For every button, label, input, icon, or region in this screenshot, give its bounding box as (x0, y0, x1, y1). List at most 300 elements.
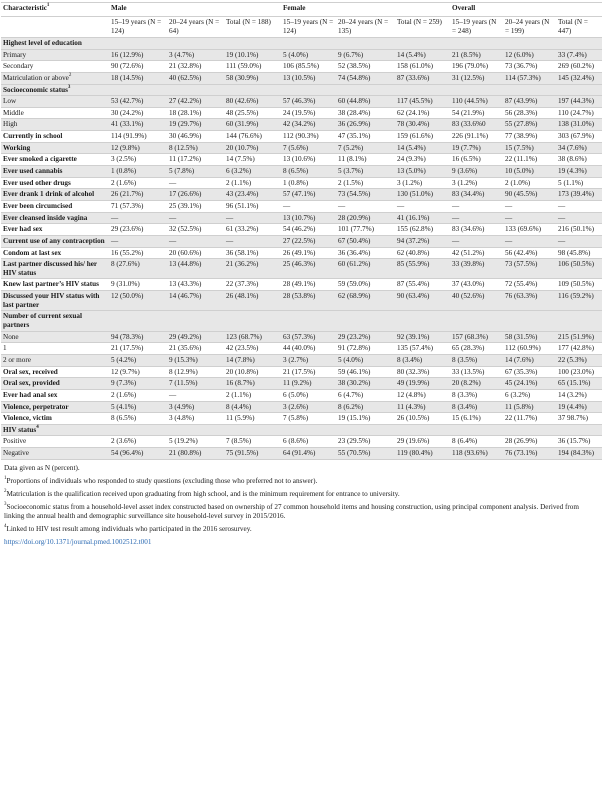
table-cell: — (395, 200, 450, 212)
row-label: Violence, victim (1, 413, 109, 425)
table-cell: 19 (7.7%) (450, 142, 503, 154)
table-cell: 21 (32.8%) (167, 61, 224, 73)
table-cell: 27 (42.2%) (167, 96, 224, 108)
table-cell: 10 (5.0%) (503, 166, 556, 178)
row-label: Discussed your HIV status with last partner (1, 291, 109, 311)
row-label: Negative (1, 448, 109, 460)
table-cell (167, 38, 224, 50)
table-cell: 60 (61.2%) (336, 259, 395, 279)
table-cell: 14 (46.7%) (167, 291, 224, 311)
header-group-male: Male (109, 3, 281, 17)
table-cell: 48 (25.5%) (224, 107, 281, 119)
table-cell: 215 (51.9%) (556, 331, 602, 343)
table-cell (450, 424, 503, 436)
table-cell (109, 84, 167, 96)
row-label: None (1, 331, 109, 343)
table-row (1, 366, 602, 378)
table-cell: 155 (62.8%) (395, 224, 450, 236)
table-cell: 145 (32.4%) (556, 72, 602, 84)
table-cell: 2 (1.1%) (224, 177, 281, 189)
table-row (1, 413, 602, 425)
table-cell: — (224, 212, 281, 224)
table-cell (281, 38, 336, 50)
table-cell: 116 (59.2%) (556, 291, 602, 311)
table-cell: 5 (3.7%) (336, 166, 395, 178)
table-cell: 11 (9.2%) (281, 378, 336, 390)
row-label: 1 (1, 343, 109, 355)
table-cell: 57 (46.3%) (281, 96, 336, 108)
row-label: Oral sex, provided (1, 378, 109, 390)
table-cell: 8 (3.5%) (450, 354, 503, 366)
table-cell: 110 (24.7%) (556, 107, 602, 119)
table-cell (281, 424, 336, 436)
table-cell: 8 (6.5%) (281, 166, 336, 178)
subheader-cell: Total (N = 447) (556, 17, 602, 38)
table-cell: 62 (68.9%) (336, 291, 395, 311)
row-label: Number of current sexual partners (1, 311, 109, 331)
table-row (1, 343, 602, 355)
table-cell: 5 (4.0%) (336, 354, 395, 366)
table-cell (395, 84, 450, 96)
table-cell: — (556, 212, 602, 224)
table-cell: 20 (8.2%) (450, 378, 503, 390)
table-cell: 27 (22.5%) (281, 235, 336, 247)
table-cell: 90 (63.4%) (395, 291, 450, 311)
table-cell: 59 (59.0%) (336, 279, 395, 291)
table-cell: 6 (4.7%) (336, 389, 395, 401)
table-cell: 9 (6.7%) (336, 49, 395, 61)
table-row (1, 448, 602, 460)
table-cell: — (450, 212, 503, 224)
table-cell: 16 (12.9%) (109, 49, 167, 61)
table-cell: 85 (55.9%) (395, 259, 450, 279)
table-cell (450, 84, 503, 96)
table-cell (224, 311, 281, 331)
table-cell: 269 (60.2%) (556, 61, 602, 73)
table-cell: 80 (32.3%) (395, 366, 450, 378)
table-cell: — (109, 212, 167, 224)
subheader-cell: 20–24 years (N = 199) (503, 17, 556, 38)
subheader-cell: 15–19 years (N = 124) (109, 17, 167, 38)
table-cell: 11 (5.8%) (503, 401, 556, 413)
table-cell: 94 (37.2%) (395, 235, 450, 247)
row-label: Highest level of education (1, 38, 109, 50)
table-cell: 8 (12.5%) (167, 142, 224, 154)
table-row (1, 401, 602, 413)
row-label: Ever used cannabis (1, 166, 109, 178)
table-cell: 38 (8.6%) (556, 154, 602, 166)
section-header-row (1, 311, 602, 331)
characteristics-table (1, 2, 602, 460)
row-label: Low (1, 96, 109, 108)
table-row (1, 389, 602, 401)
table-cell: 177 (42.8%) (556, 343, 602, 355)
table-cell: 5 (19.2%) (167, 436, 224, 448)
table-cell: 15 (6.1%) (450, 413, 503, 425)
table-cell: 32 (52.5%) (167, 224, 224, 236)
table-cell (556, 84, 602, 96)
table-cell: — (167, 177, 224, 189)
table-cell: 24 (19.5%) (281, 107, 336, 119)
table-cell: 112 (60.9%) (503, 343, 556, 355)
table-cell: 83 (34.6%) (450, 224, 503, 236)
table-cell: 8 (6.4%) (450, 436, 503, 448)
row-label: Knew last partner’s HIV status (1, 279, 109, 291)
table-cell: 14 (5.4%) (395, 142, 450, 154)
subheader-cell: 20–24 years (N = 64) (167, 17, 224, 38)
table-cell: 47 (35.1%) (336, 131, 395, 143)
row-label: Middle (1, 107, 109, 119)
table-cell: 58 (30.9%) (224, 72, 281, 84)
table-cell: 20 (10.8%) (224, 366, 281, 378)
section-header-row (1, 424, 602, 436)
table-row (1, 119, 602, 131)
table-cell: 19 (4.4%) (556, 401, 602, 413)
table-cell: 8 (3.4%) (395, 354, 450, 366)
table-cell: 110 (44.5%) (450, 96, 503, 108)
header-blank (1, 17, 109, 38)
table-cell: 24 (9.3%) (395, 154, 450, 166)
table-cell (109, 38, 167, 50)
table-cell (224, 84, 281, 96)
table-cell: 28 (26.9%) (503, 436, 556, 448)
table-cell (395, 424, 450, 436)
table-cell: — (109, 235, 167, 247)
table-row (1, 291, 602, 311)
row-label: Ever drank 1 drink of alcohol (1, 189, 109, 201)
table-cell: 54 (46.2%) (281, 224, 336, 236)
table-cell: 30 (46.9%) (167, 131, 224, 143)
table-cell: 2 (1.6%) (109, 389, 167, 401)
row-label: Currently in school (1, 131, 109, 143)
table-row (1, 200, 602, 212)
table-cell: 118 (93.6%) (450, 448, 503, 460)
table-cell: 2 (1.6%) (109, 177, 167, 189)
table-cell: 21 (80.8%) (167, 448, 224, 460)
table-cell: 5 (4.1%) (109, 401, 167, 413)
table-cell: 114 (91.9%) (109, 131, 167, 143)
section-header-row (1, 38, 602, 50)
table-cell: 1 (0.8%) (109, 166, 167, 178)
table-cell (503, 311, 556, 331)
table-cell (109, 424, 167, 436)
table-cell: 101 (77.7%) (336, 224, 395, 236)
table-cell: 12 (9.7%) (109, 366, 167, 378)
table-cell: 13 (10.7%) (281, 212, 336, 224)
table-cell: 226 (91.1%) (450, 131, 503, 143)
table-cell: 20 (60.6%) (167, 247, 224, 259)
table-cell: 197 (44.3%) (556, 96, 602, 108)
table-cell: 7 (5.2%) (336, 142, 395, 154)
table-cell: 9 (3.6%) (450, 166, 503, 178)
table-cell: 67 (35.3%) (503, 366, 556, 378)
table-cell: 74 (54.8%) (336, 72, 395, 84)
table-cell: 92 (39.1%) (395, 331, 450, 343)
table-cell (109, 311, 167, 331)
table-cell: 8 (3.3%) (450, 389, 503, 401)
table-cell: 7 (8.5%) (224, 436, 281, 448)
table-cell: 71 (57.3%) (109, 200, 167, 212)
table-cell: 60 (44.8%) (336, 96, 395, 108)
table-cell: 12 (6.0%) (503, 49, 556, 61)
table-cell: 83 (33.6%0 (450, 119, 503, 131)
table-cell: 41 (33.1%) (109, 119, 167, 131)
table-cell: 133 (69.6%) (503, 224, 556, 236)
row-label: 2 or more (1, 354, 109, 366)
table-cell: 138 (31.0%) (556, 119, 602, 131)
subheader-cell: Total (N = 188) (224, 17, 281, 38)
table-cell: 14 (5.4%) (395, 49, 450, 61)
table-cell: 19 (29.7%) (167, 119, 224, 131)
table-cell: 20 (10.7%) (224, 142, 281, 154)
table-cell: 15 (7.5%) (503, 142, 556, 154)
table-cell: 9 (31.0%) (109, 279, 167, 291)
table-cell: 194 (84.3%) (556, 448, 602, 460)
table-cell: 21 (17.5%) (109, 343, 167, 355)
table-cell: 21 (36.2%) (224, 259, 281, 279)
row-label: High (1, 119, 109, 131)
table-cell: 11 (4.3%) (395, 401, 450, 413)
table-cell (167, 84, 224, 96)
table-cell: 1 (0.8%) (281, 177, 336, 189)
table-cell: 106 (85.5%) (281, 61, 336, 73)
table-cell: — (503, 212, 556, 224)
table-cell: 94 (78.3%) (109, 331, 167, 343)
table-cell: 159 (61.6%) (395, 131, 450, 143)
table-cell: 26 (49.1%) (281, 247, 336, 259)
row-label: Ever used other drugs (1, 177, 109, 189)
header-characteristic: Characteristic$^1$ (1, 3, 109, 17)
table-cell: — (224, 235, 281, 247)
table-cell: 22 (11.7%) (503, 413, 556, 425)
table-cell: 16 (55.2%) (109, 247, 167, 259)
table-cell: 158 (61.0%) (395, 61, 450, 73)
table-cell: 8 (4.4%) (224, 401, 281, 413)
table-cell: 12 (9.8%) (109, 142, 167, 154)
table-cell: 8 (6.5%) (109, 413, 167, 425)
table-cell (395, 38, 450, 50)
table-cell: 26 (10.5%) (395, 413, 450, 425)
row-label: Working (1, 142, 109, 154)
table-cell: 2 (1.0%) (503, 177, 556, 189)
table-cell: 38 (30.2%) (336, 378, 395, 390)
table-row (1, 72, 602, 84)
table-cell: 52 (38.5%) (336, 61, 395, 73)
table-cell: 22 (5.3%) (556, 354, 602, 366)
row-label: Last partner discussed his/ her HIV status (1, 259, 109, 279)
table-cell: 5 (4.0%) (281, 49, 336, 61)
table-cell: 2 (1.1%) (224, 389, 281, 401)
table-cell: 130 (51.0%) (395, 189, 450, 201)
table-cell: 5 (4.2%) (109, 354, 167, 366)
table-cell: 7 (11.5%) (167, 378, 224, 390)
table-cell: 55 (70.5%) (336, 448, 395, 460)
table-cell: — (167, 235, 224, 247)
table-cell: 28 (53.8%) (281, 291, 336, 311)
table-cell: 11 (17.2%) (167, 154, 224, 166)
table-cell: 36 (15.7%) (556, 436, 602, 448)
table-cell: 54 (96.4%) (109, 448, 167, 460)
table-cell: 62 (40.8%) (395, 247, 450, 259)
table-cell: 3 (2.6%) (281, 401, 336, 413)
table-cell: 13 (5.0%) (395, 166, 450, 178)
table-cell: 19 (15.1%) (336, 413, 395, 425)
table-cell (450, 311, 503, 331)
table-cell: — (336, 200, 395, 212)
table-cell: 49 (19.9%) (395, 378, 450, 390)
table-cell: 41 (16.1%) (395, 212, 450, 224)
table-cell: 13 (10.5%) (281, 72, 336, 84)
table-cell (395, 311, 450, 331)
table-body (1, 38, 602, 460)
table-cell: 18 (28.1%) (167, 107, 224, 119)
table-cell (336, 84, 395, 96)
table-cell: 45 (24.1%) (503, 378, 556, 390)
table-cell: 21 (35.6%) (167, 343, 224, 355)
table-cell: 21 (17.5%) (281, 366, 336, 378)
table-row (1, 247, 602, 259)
row-label: Condom at last sex (1, 247, 109, 259)
table-cell: 3 (4.9%) (167, 401, 224, 413)
footnote: $^2$Matriculation is the qualification received upon graduating from high school, and is the minimum requirement for entrance to university. (4, 488, 400, 498)
table-cell: 100 (23.0%) (556, 366, 602, 378)
table-cell: 8 (12.9%) (167, 366, 224, 378)
table-cell: 62 (24.1%) (395, 107, 450, 119)
table-row (1, 107, 602, 119)
table-cell: 123 (68.7%) (224, 331, 281, 343)
table-cell: 12 (4.8%) (395, 389, 450, 401)
table-cell: 13 (44.8%) (167, 259, 224, 279)
table-cell (503, 84, 556, 96)
table-cell: 12 (50.0%) (109, 291, 167, 311)
subheader-cell: 15–19 years (N = 248) (450, 17, 503, 38)
row-label: Ever had sex (1, 224, 109, 236)
table-cell: 6 (3.2%) (503, 389, 556, 401)
table-row (1, 235, 602, 247)
table-cell: 60 (31.9%) (224, 119, 281, 131)
table-cell (281, 84, 336, 96)
table-cell: 38 (28.4%) (336, 107, 395, 119)
table-cell: 37 98.7%) (556, 413, 602, 425)
table-row (1, 61, 602, 73)
table-cell: 19 (4.3%) (556, 166, 602, 178)
table-cell: 42 (51.2%) (450, 247, 503, 259)
footnote: $^1$Proportions of individuals who responded to study questions (excluding those who preferred not to answer). (4, 475, 318, 485)
table-cell: 14 (7.8%) (224, 354, 281, 366)
table-row (1, 378, 602, 390)
table-cell: 98 (45.8%) (556, 247, 602, 259)
footnote: $^3$Socioeconomic status from a household-level asset index constructed based on ownership of 27 common household items and housing construction, using principal component analysis. Derived from linking the annual health and demographic surveillance site household-level survey in 2015/2016. (4, 501, 579, 520)
table-cell: 111 (59.0%) (224, 61, 281, 73)
table-cell: 36 (36.4%) (336, 247, 395, 259)
table-cell: 33 (7.4%) (556, 49, 602, 61)
table-cell (503, 38, 556, 50)
table-cell: 114 (57.3%) (503, 72, 556, 84)
table-cell: 303 (67.9%) (556, 131, 602, 143)
table-cell: 25 (39.1%) (167, 200, 224, 212)
row-label: Ever been circumcised (1, 200, 109, 212)
table-cell: 40 (62.5%) (167, 72, 224, 84)
row-label: HIV status$^4$ (1, 424, 109, 436)
table-cell: 76 (73.1%) (503, 448, 556, 460)
table-cell: 3 (1.2%) (450, 177, 503, 189)
table-cell: 16 (6.5%) (450, 154, 503, 166)
table-cell: 3 (2.7%) (281, 354, 336, 366)
table-cell: 87 (33.6%) (395, 72, 450, 84)
table-cell: 9 (7.3%) (109, 378, 167, 390)
table-row (1, 49, 602, 61)
table-row (1, 189, 602, 201)
table-cell: 11 (5.9%) (224, 413, 281, 425)
table-cell: 14 (3.2%) (556, 389, 602, 401)
table-cell: 29 (23.2%) (336, 331, 395, 343)
table-cell: 75 (91.5%) (224, 448, 281, 460)
table-cell: 6 (8.6%) (281, 436, 336, 448)
row-label: Primary (1, 49, 109, 61)
table-cell: 77 (38.9%) (503, 131, 556, 143)
table-cell: 22 (11.1%) (503, 154, 556, 166)
table-cell: 18 (14.5%) (109, 72, 167, 84)
table-row (1, 436, 602, 448)
table-cell: 78 (30.4%) (395, 119, 450, 131)
table-cell: 90 (45.5%) (503, 189, 556, 201)
table-cell (167, 424, 224, 436)
table-cell: — (556, 235, 602, 247)
table-cell: 53 (42.7%) (109, 96, 167, 108)
table-cell: 17 (26.6%) (167, 189, 224, 201)
table-cell: — (167, 389, 224, 401)
table-row (1, 354, 602, 366)
table-cell: 91 (72.8%) (336, 343, 395, 355)
section-header-row (1, 84, 602, 96)
table-cell (167, 311, 224, 331)
table-cell: 5 (1.1%) (556, 177, 602, 189)
table-cell: 87 (43.9%) (503, 96, 556, 108)
table-cell: 63 (57.3%) (281, 331, 336, 343)
table-row (1, 279, 602, 291)
table-cell: 80 (42.6%) (224, 96, 281, 108)
table-cell: — (450, 235, 503, 247)
table-cell: 144 (76.6%) (224, 131, 281, 143)
table-cell: 3 (4.8%) (167, 413, 224, 425)
table-cell: 119 (80.4%) (395, 448, 450, 460)
table-cell: 13 (10.6%) (281, 154, 336, 166)
table-cell: 8 (3.4%) (450, 401, 503, 413)
table-cell: 3 (1.2%) (395, 177, 450, 189)
table-cell: 7 (5.8%) (281, 413, 336, 425)
table-cell: — (167, 212, 224, 224)
table-cell: 65 (15.1%) (556, 378, 602, 390)
table-cell: 36 (58.1%) (224, 247, 281, 259)
table-row (1, 154, 602, 166)
table-cell: 173 (39.4%) (556, 189, 602, 201)
table-cell: 96 (51.1%) (224, 200, 281, 212)
table-row (1, 131, 602, 143)
table-cell: 6 (5.0%) (281, 389, 336, 401)
table-cell: 8 (27.6%) (109, 259, 167, 279)
table-cell: 40 (52.6%) (450, 291, 503, 311)
table-cell: — (556, 200, 602, 212)
table-cell: 21 (8.5%) (450, 49, 503, 61)
row-label: Violence, perpetrator (1, 401, 109, 413)
table-cell: 19 (10.1%) (224, 49, 281, 61)
doi-link[interactable]: https://doi.org/10.1371/journal.pmed.1002512.t001 (4, 537, 152, 546)
table-cell: 33 (39.8%) (450, 259, 503, 279)
table-cell: 54 (21.9%) (450, 107, 503, 119)
table-cell: 14 (7.6%) (503, 354, 556, 366)
table-cell: 55 (27.8%) (503, 119, 556, 131)
table-cell: — (450, 200, 503, 212)
